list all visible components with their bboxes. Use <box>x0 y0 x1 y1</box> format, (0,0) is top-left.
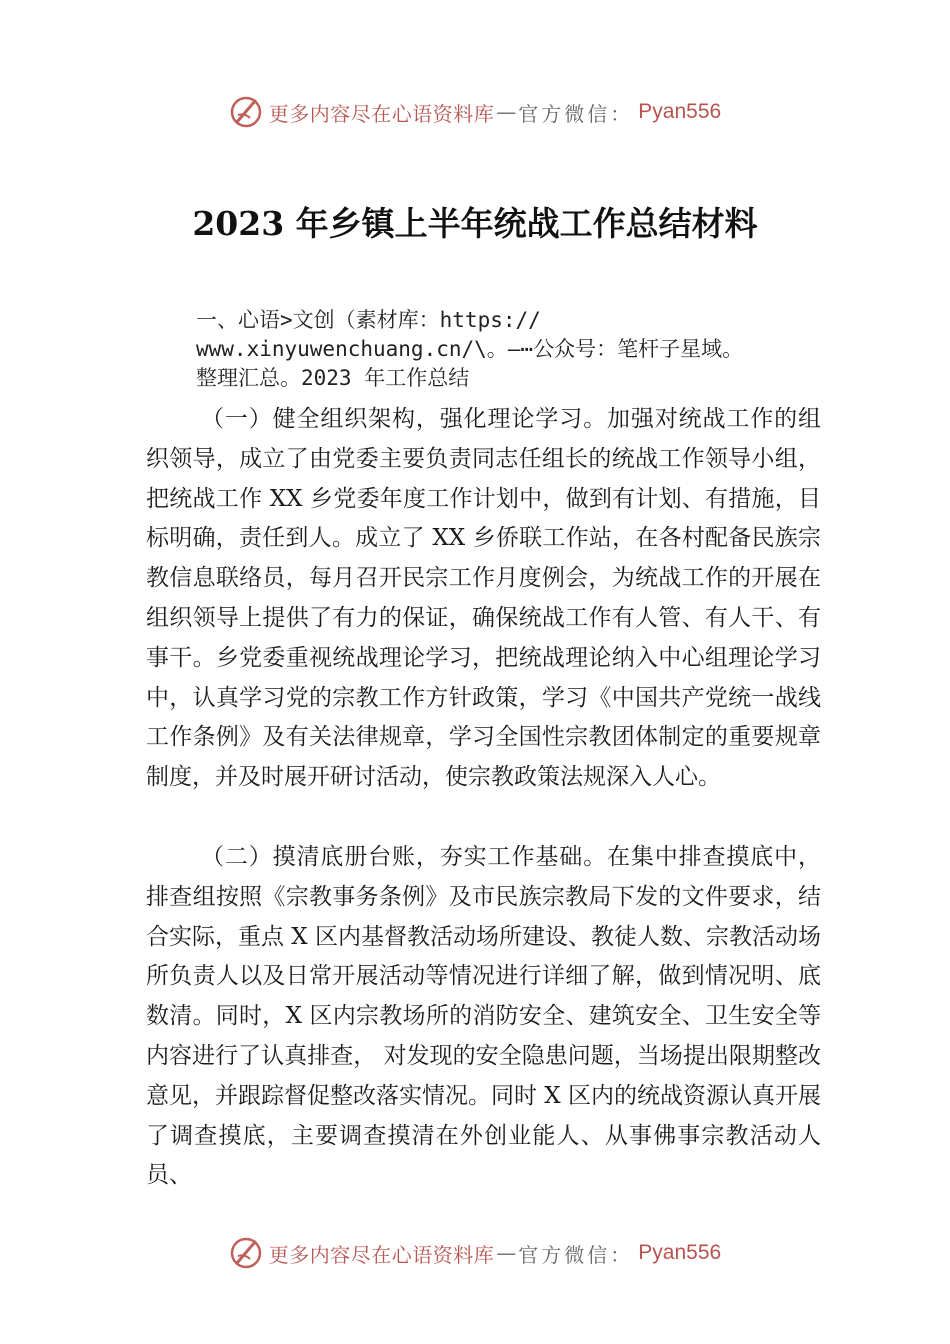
banner-separator: — <box>496 1241 517 1265</box>
brush-logo-icon <box>229 1236 263 1270</box>
banner-colon: ： <box>610 101 631 126</box>
intro-block <box>196 306 836 393</box>
banner-separator: — <box>496 100 517 124</box>
footer-watermark-banner <box>0 1233 950 1273</box>
document-title: 2023 年乡镇上半年统战工作总结材料 <box>192 204 758 243</box>
body-paragraph: （一）健全组织架构，强化理论学习。加强对统战工作的组织领导，成立了由党委主要负责同志任组长的统战工作领导小组，把统战工作 XX 乡党委年度工作计划中，做到有计划、有措施，目标明确，责任到人。成立了 XX 乡侨联工作站，在各村配备民族宗教信息联络员，每月召开民宗工作月度例会，为统战工作的开展在组织领导上提供了有力的保证，确保统战工作有人管、有人干、有事干。乡党委重视统战理论学习，把统战理论纳入中心组理论学习中，认真学习党的宗教工作方针政策，学习《中国共产党统一战线工作条例》及有关法律规章，学习全国性宗教团体制定的重要规章制度，并及时展开研讨活动，使宗教政策法规深入人心。 <box>146 406 821 791</box>
brush-logo-icon <box>229 95 263 129</box>
banner-text: 更多内容尽在心语资料库 <box>268 101 495 126</box>
body-paragraph: （二）摸清底册台账，夯实工作基础。在集中排查摸底中，排查组按照《宗教事务条例》及市民族宗教局下发的文件要求，结合实际，重点 X 区内基督教活动场所建设、教徒人数、宗教活动场所负责人以及日常开展活动等情况进行详细了解，做到情况明、底数清。同时，X 区内宗教场所的消防安全、建筑安全、卫生安全等内容进行了认真排查， 对发现的安全隐患问题，当场提出限期整改意见，并跟踪督促整改落实情况。同时 X 区内的统战资源认真开展了调查摸底，主要调查摸清在外创业能人、从事佛事宗教活动人员、 <box>146 844 821 1189</box>
banner-wechat-id: Pyan556 <box>638 1241 722 1264</box>
banner-label: 官方微信 <box>518 101 611 126</box>
intro-line: www.xinyuwenchuang.cn/\。—⋯公众号：笔杆子星域。 <box>196 337 744 361</box>
intro-line: 整理汇总。2023 年工作总结 <box>196 366 470 390</box>
banner-colon: ： <box>610 1242 631 1267</box>
banner-wechat-id: Pyan556 <box>638 100 722 123</box>
banner-label: 官方微信 <box>518 1242 611 1267</box>
header-watermark-banner <box>0 92 950 132</box>
intro-line: 一、心语>文创（素材库：https:// <box>196 308 541 332</box>
banner-text: 更多内容尽在心语资料库 <box>268 1242 495 1267</box>
